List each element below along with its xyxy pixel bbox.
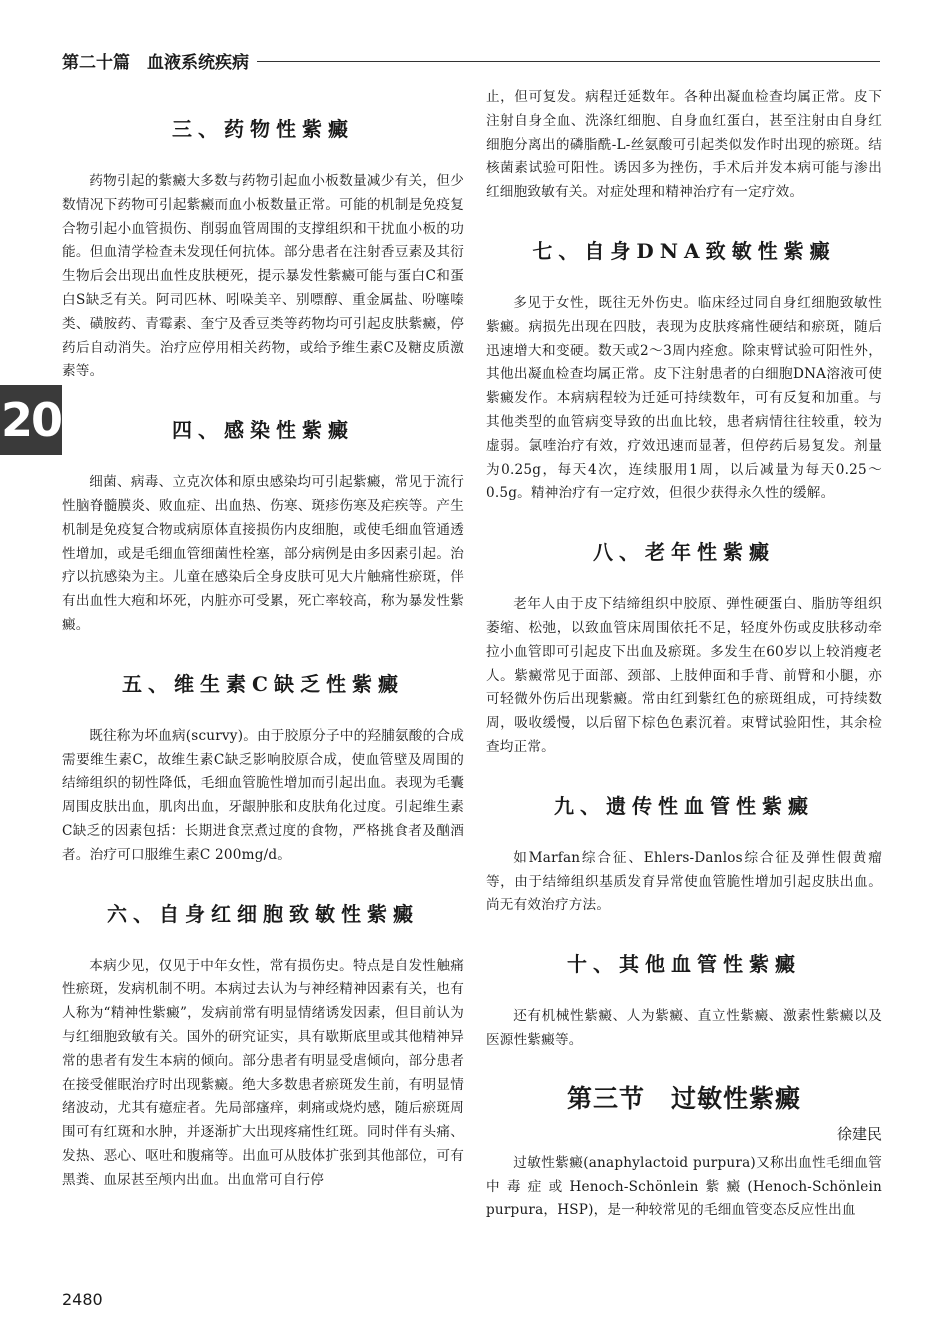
paragraph-autoerythrocyte-purpura: 本病少见，仅见于中年女性，常有损伤史。特点是自发性触痛性瘀斑，发病机制不明。本病过去认为与神经精神因素有关，也有人称为“精神性紫癜”，发病前常有明显情绪诱发因素，但目前认为与红细胞致敏有关。国外的研究证实，具有歇斯底里或其他精神异常的患者有发生本病的倾向。部分患者有明显受虐倾向，部分患者在接受催眠治疗时出现紫癜。绝大多数患者瘀斑发生前，有明显情绪波动，尤其有癔症者。先局部瘙痒，刺痛或烧灼感，随后瘀斑周围可有红斑和水肿，并逐渐扩大出现疼痛性红斑。同时伴有头痛、发热、恶心、呕吐和腹痛等。出血可从肢体扩张到其他部位，可有黑粪、血尿甚至颅内出血。出血常可自行停 xyxy=(62,957,464,1188)
section-heading-infection-purpura: 四、感染性紫癜 xyxy=(172,418,354,443)
running-title: 第二十篇 血液系统疾病 xyxy=(62,52,249,73)
section-heading-autoerythrocyte-purpura: 六、自身红细胞致敏性紫癜 xyxy=(107,901,419,926)
section-heading-dna-purpura: 七、自身DNA致敏性紫癜 xyxy=(532,238,836,263)
paragraph-vitamin-c-purpura: 既往称为坏血病(scurvy)。由于胶原分子中的羟脯氨酸的合成需要维生素C，故维生素C缺乏影响胶原合成，使血管壁及周围的结缔组织的韧性降低，毛细血管脆性增加而引起出血。表现为毛囊周围皮肤出血，肌肉出血，牙龈肿胀和皮肤角化过度。引起维生素C缺乏的因素包括：长期进食烹煮过度的食物，严格挑食者及酗酒者。治疗可口服维生素C 200mg/d。 xyxy=(62,727,464,863)
header-rule xyxy=(257,61,880,62)
section-heading-hereditary-purpura: 九、遗传性血管性紫癜 xyxy=(554,793,814,818)
section-heading-senile-purpura: 八、老年性紫癜 xyxy=(593,540,775,565)
section-heading-vitamin-c-purpura: 五、维生素C缺乏性紫癜 xyxy=(122,671,404,696)
running-header xyxy=(62,46,880,74)
paragraph-hereditary-purpura: 如Marfan综合征、Ehlers-Danlos综合征及弹性假黄瘤等，由于结缔组织基质发育异常使血管脆性增加引起皮肤出血。尚无有效治疗方法。 xyxy=(486,849,882,914)
paragraph-drug-purpura: 药物引起的紫癜大多数与药物引起血小板数量减少有关，但少数情况下药物可引起紫癜而血小板数量正常。可能的机制是免疫复合物引起小血管损伤、削弱血管周围的支撑组织和干扰血小板的功能。但血清学检查未发现任何抗体。部分患者在注射香豆素及其衍生物后会出现出血性皮肤梗死，提示暴发性紫癜可能与蛋白C和蛋白S缺乏有关。阿司匹林、吲哚美辛、别嘌醇、重金属盐、吩噻嗪类、磺胺药、青霉素、奎宁及香豆类等药物均可引起皮肤紫癜，停药后自动消失。治疗应停用相关药物，或给予维生素C及糖皮质激素等。 xyxy=(62,173,464,380)
page-number: 2480 xyxy=(62,1290,103,1309)
section-heading-other-purpura: 十、其他血管性紫癜 xyxy=(567,952,801,977)
paragraph-autoerythrocyte-continued: 止，但可复发。病程迁延数年。各种出凝血检查均属正常。皮下注射自身全血、洗涤红细胞、自身血红蛋白，甚至注射由自身红细胞分离出的磷脂酰-L-丝氨酸可引起类似发作时出现的瘀斑。结核菌素试验可阳性。诱因多为挫伤，手术后并发本病可能与渗出红细胞致敏有关。对症处理和精神治疗有一定疗效。 xyxy=(486,89,882,201)
paragraph-senile-purpura: 老年人由于皮下结缔组织中胶原、弹性硬蛋白、脂肪等组织萎缩、松弛，以致血管床周围依托不足，轻度外伤或皮肤移动牵拉小血管即可引起皮下出血及瘀斑。多发生在60岁以上较消瘦老人。紫癜常见于面部、颈部、上肢伸面和手背、前臂和小腿，亦可轻微外伤后出现紫癜。常由红到紫红色的瘀斑组成，可持续数周，吸收缓慢，以后留下棕色色素沉着。束臂试验阳性，其余检查均正常。 xyxy=(486,596,882,755)
right-column xyxy=(486,86,882,1223)
section-title-allergic-purpura: 第三节 过敏性紫癜 xyxy=(566,1083,801,1113)
paragraph-dna-purpura: 多见于女性，既往无外伤史。临床经过同自身红细胞致敏性紫癜。病损先出现在四肢，表现为皮肤疼痛性硬结和瘀斑，随后迅速增大和变硬。数天或2～3周内痊愈。除束臂试验可阳性外，其他出凝血检查均属正常。皮下注射患者的白细胞DNA溶液可使紫癜发作。本病病程较为迁延可持续数年，可有反复和加重。与其他类型的血管病变导致的出血比较，患者病情往往较重，较为虚弱。氯喹治疗有效，疗效迅速而显著，但停药后易复发。剂量为0.25g，每天4次，连续服用1周，以后减量为每天0.25～0.5g。精神治疗有一定疗效，但很少获得永久性的缓解。 xyxy=(486,294,882,502)
author: 徐建民 xyxy=(836,1124,882,1143)
chapter-tab: 20 xyxy=(0,385,62,455)
paragraph-other-purpura: 还有机械性紫癜、人为紫癜、直立性紫癜、激素性紫癜以及医源性紫癜等。 xyxy=(486,1008,882,1048)
paragraph-allergic-purpura: 过敏性紫癜(anaphylactoid purpura)又称出血性毛细血管中毒症或Henoch-Schönlein紫癜(Henoch-Schönlein purpura，HSP)，是一种较常见的毛细血管变态反应性出血 xyxy=(486,1154,882,1219)
section-heading-drug-purpura: 三、药物性紫癜 xyxy=(172,117,354,141)
left-column xyxy=(62,86,464,1193)
paragraph-infection-purpura: 细菌、病毒、立克次体和原虫感染均可引起紫癜，常见于流行性脑脊髓膜炎、败血症、出血热、伤寒、斑疹伤寒及疟疾等。产生机制是免疫复合物或病原体直接损伤内皮细胞，或使毛细血管通透性增加，或是毛细血管细菌性栓塞，部分病例是由多因素引起。治疗以抗感染为主。儿童在感染后全身皮肤可见大片触痛性瘀斑，伴有出血性大疱和坏死，内脏亦可受累，死亡率较高，称为暴发性紫癜。 xyxy=(62,474,464,633)
